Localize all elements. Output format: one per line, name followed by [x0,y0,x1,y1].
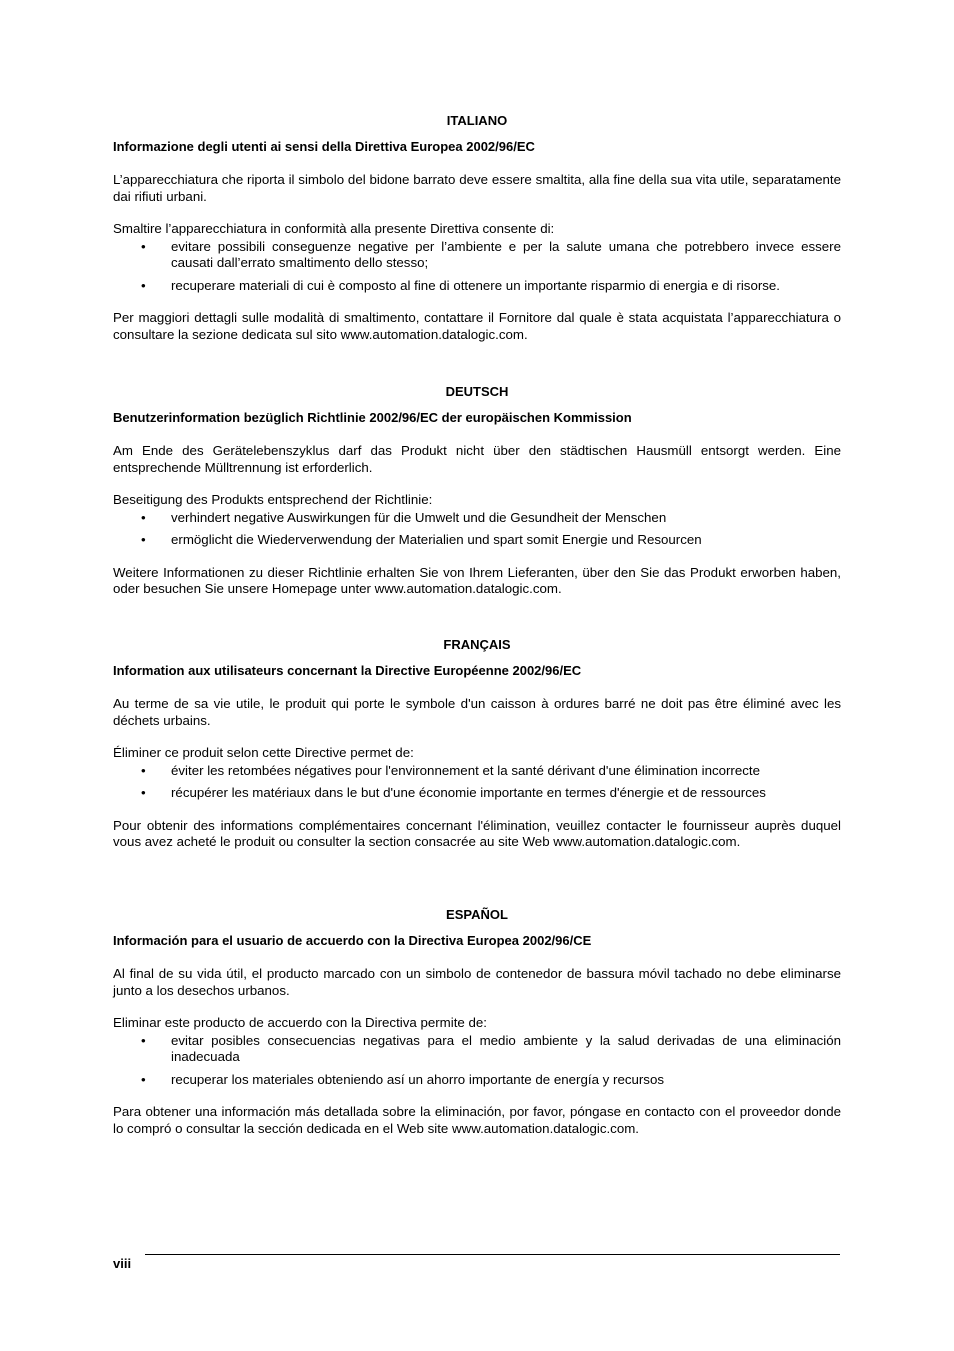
section-language-heading: FRANÇAIS [443,637,511,652]
section-list-intro: Beseitigung des Produkts entsprechend der Richtlinie: [113,492,433,507]
section-intro: Am Ende des Gerätelebenszyklus darf das Produkt nicht über den städtischen Hausmüll entsorgt werden. Eine entsprechende Mülltrennung ist erforderlich. [113,443,841,475]
section-italiano [113,113,841,343]
footer-rule [145,1254,840,1255]
section-language-heading: ITALIANO [446,113,508,128]
section-intro: Au terme de sa vie utile, le produit qui porte le symbole d'un caisson à ordures barré ne doit pas être éliminé avec les déchets urbains. [113,696,841,728]
bullet-list [113,763,841,802]
section-deutsch [113,384,841,598]
section-espanol [113,907,841,1137]
section-list-intro: Smaltire l’apparecchiatura in conformità alla presente Direttiva consente di: [113,221,555,236]
section-subtitle: Benutzerinformation bezüglich Richtlinie 2002/96/EC der europäischen Kommission [113,410,632,425]
section-subtitle: Información para el usuario de accuerdo con la Directiva Europea 2002/96/CE [113,933,592,948]
section-intro: Al final de su vida útil, el producto marcado con un simbolo de contenedor de bassura móvil tachado no debe eliminarse junto a los desechos urbanos. [113,966,841,998]
bullet-list [113,1033,841,1089]
section-subtitle: Informazione degli utenti ai sensi della Direttiva Europea 2002/96/EC [113,139,535,154]
section-closing: Weitere Informationen zu dieser Richtlinie erhalten Sie von Ihrem Lieferanten, über den Sie das Produkt erworben haben, oder besuchen Sie unsere Homepage unter www.automation.datalogic.com. [113,564,841,596]
section-closing: Pour obtenir des informations complémentaires concernant l'élimination, veuillez contacter le fournisseur auprès duquel vous avez acheté le produit ou consulter la section consacrée au site Web www.automation.datalogic.com. [113,817,841,849]
list-item: • verhindert negative Auswirkungen für die Umwelt und die Gesundheit der Menschen [113,510,841,527]
list-item: • evitar posibles consecuencias negativas para el medio ambiente y la salud derivadas de una eliminación inadecuada [113,1033,841,1066]
bullet-list [113,510,841,549]
section-list-intro: Éliminer ce produit selon cette Directive permet de: [113,745,414,760]
section-francais [113,637,841,851]
section-subtitle: Information aux utilisateurs concernant la Directive Européenne 2002/96/EC [113,663,582,678]
section-closing: Para obtener una información más detallada sobre la eliminación, por favor, póngase en contacto con el proveedor donde lo compró o consultar la sección dedicada en el Web site www.automation.datalogic.com. [113,1104,841,1136]
section-intro: L’apparecchiatura che riporta il simbolo del bidone barrato deve essere smaltita, alla fine della sua vita utile, separatamente dai rifiuti urbani. [113,172,841,204]
section-language-heading: ESPAÑOL [446,907,508,922]
list-item: • recuperare materiali di cui è composto al fine di ottenere un importante risparmio di energia e di risorse. [113,278,841,295]
bullet-list [113,239,841,295]
list-item: • recuperar los materiales obteniendo así un ahorro importante de energía y recursos [113,1072,841,1089]
list-item: • evitare possibili conseguenze negative per l’ambiente e per la salute umana che potrebbero invece essere causati dall’errato smaltimento dello stesso; [113,239,841,272]
list-item: • éviter les retombées négatives pour l'environnement et la santé dérivant d'une élimination incorrecte [113,763,841,780]
section-closing: Per maggiori dettagli sulle modalità di smaltimento, contattare il Fornitore dal quale è stata acquistata l’apparecchiatura o consultare la sezione dedicata sul sito www.automation.datalogic.com. [113,310,841,342]
section-language-heading: DEUTSCH [445,384,509,399]
list-item: • ermöglicht die Wiederverwendung der Materialien und spart somit Energie und Resourcen [113,532,841,549]
section-list-intro: Eliminar este producto de accuerdo con la Directiva permite de: [113,1015,487,1030]
page-number: viii [113,1256,132,1271]
list-item: • récupérer les matériaux dans le but d'une économie importante en termes d'énergie et de ressources [113,785,841,802]
